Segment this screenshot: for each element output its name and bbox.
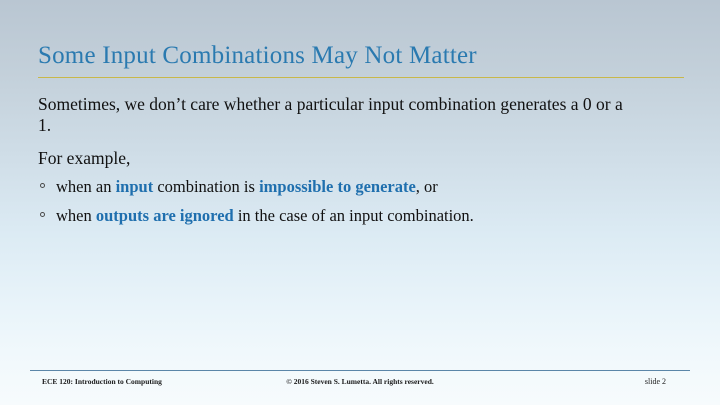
footer-slide-number: slide 2 xyxy=(644,377,666,386)
bullet-circle-icon xyxy=(40,212,45,217)
bullet-1-text-part-3: , or xyxy=(415,177,438,196)
list-item xyxy=(38,177,638,197)
bullet-circle-icon xyxy=(40,183,45,188)
bullet-1-text-part-1: when an xyxy=(56,177,116,196)
title-divider xyxy=(38,77,684,78)
paragraph-2: For example, xyxy=(38,148,131,168)
slide-footer xyxy=(30,373,690,393)
footer-copyright-label: © 2016 Steven S. Lumetta. All rights reserved. xyxy=(286,377,434,386)
slide-content xyxy=(30,22,690,365)
bullet-1-highlight-2: impossible to generate xyxy=(259,177,416,196)
page-title: Some Input Combinations May Not Matter xyxy=(38,42,477,69)
bullet-2-text-part-2: in the case of an input combination. xyxy=(233,206,474,225)
bullet-2-text-part-1: when xyxy=(56,206,96,225)
bullet-1-text-part-2: combination is xyxy=(153,177,260,196)
list-item xyxy=(38,206,638,226)
bullet-1-highlight-1: input xyxy=(115,177,154,196)
bullet-2-highlight-1: outputs are ignored xyxy=(95,206,234,225)
footer-course-label: ECE 120: Introduction to Computing xyxy=(42,377,162,386)
paragraph-1: Sometimes, we don’t care whether a particular input combination generates a 0 or a 1. xyxy=(38,94,623,135)
footer-divider xyxy=(30,370,690,371)
body-text xyxy=(38,94,638,235)
bullet-list xyxy=(38,177,638,226)
